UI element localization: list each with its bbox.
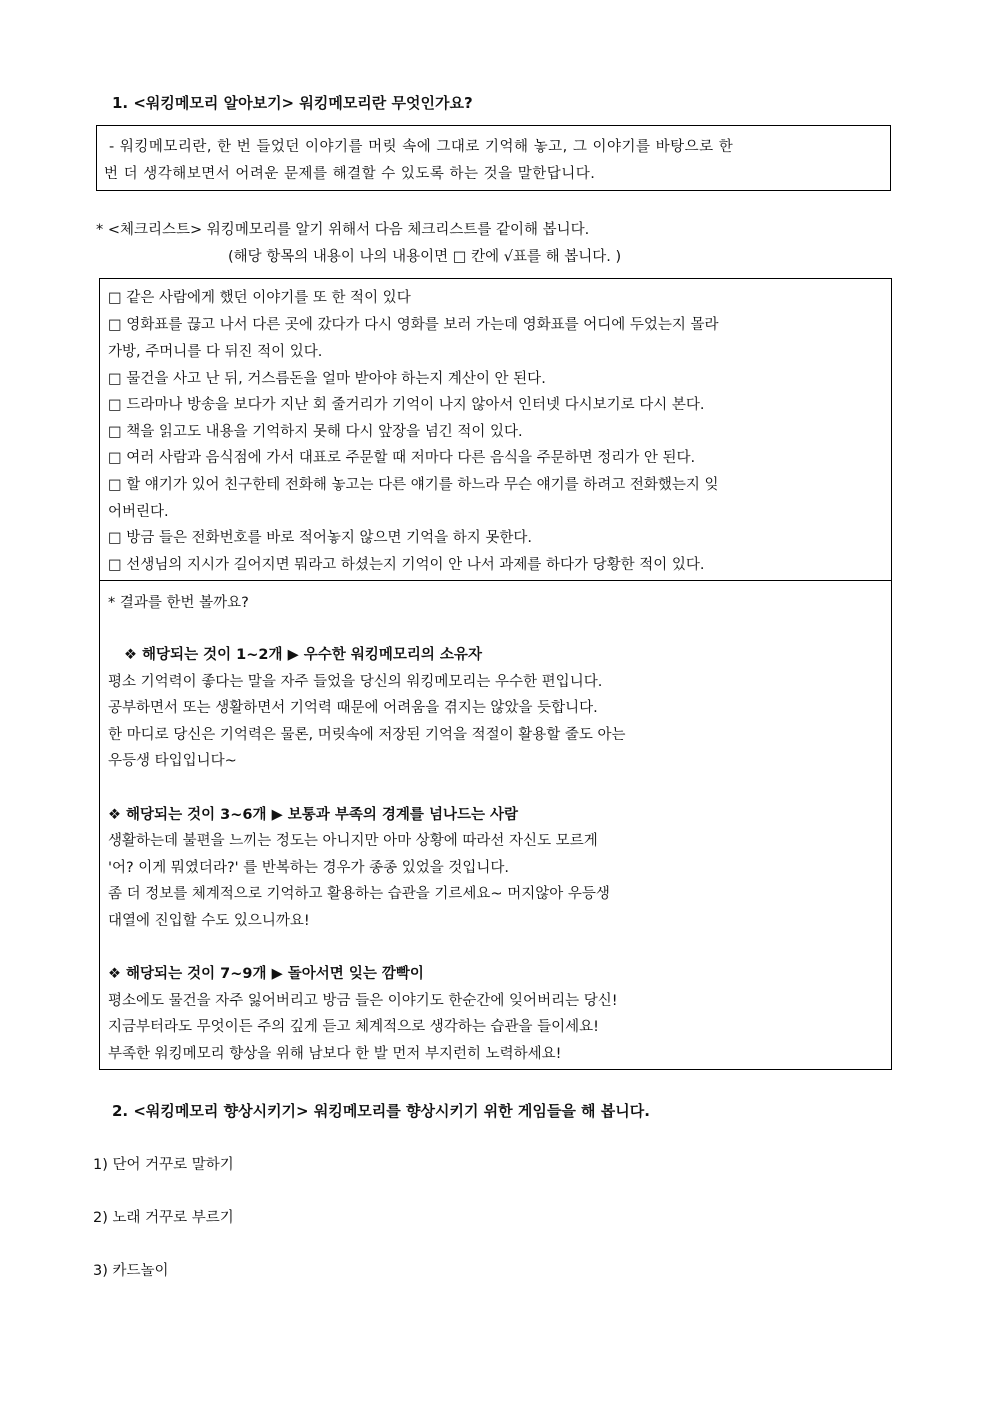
checklist-intro-line-1: * <체크리스트> 워킹메모리를 알기 위해서 다음 체크리스트를 같이해 봅니다. [96,222,590,238]
game-item: 2) 노래 거꾸로 부르기 [93,1210,234,1226]
result-group-2-heading: ❖ 해당되는 것이 3~6개 ▶ 보통과 부족의 경계를 넘나드는 사람 [108,807,519,823]
checklist-item[interactable]: □ 선생님의 지시가 길어지면 뭐라고 하셨는지 기억이 안 나서 과제를 하다가 당황한 적이 있다. [108,557,705,573]
result-group-1-line: 한 마디로 당신은 기억력은 물론, 머릿속에 저장된 기억을 적절이 활용할 줄도 아는 [108,727,626,743]
result-group-1-line: 우등생 타입입니다~ [108,753,237,769]
checklist-item[interactable]: □ 책을 읽고도 내용을 기억하지 못해 다시 앞장을 넘긴 적이 있다. [108,424,523,440]
definition-box [96,125,891,191]
result-group-3-line: 지금부터라도 무엇이든 주의 깊게 듣고 체계적으로 생각하는 습관을 들이세요! [108,1019,599,1035]
checklist-item[interactable]: □ 할 얘기가 있어 친구한테 전화해 놓고는 다른 얘기를 하느라 무슨 얘기를 하려고 전화했는지 잊 [108,477,719,493]
checklist-item-continuation: 어버린다. [108,504,169,520]
checklist-item[interactable]: □ 물건을 사고 난 뒤, 거스름돈을 얼마 받아야 하는지 계산이 안 된다. [108,371,546,387]
checklist-intro-line-2: (해당 항목의 내용이 나의 내용이면 □ 칸에 √표를 해 봅니다. ) [228,249,622,265]
result-group-2-line: 생활하는데 불편을 느끼는 정도는 아니지만 아마 상황에 따라선 자신도 모르게 [108,833,598,849]
result-group-3-line: 부족한 워킹메모리 향상을 위해 남보다 한 발 먼저 부지런히 노력하세요! [108,1046,562,1062]
section1-heading: 1. <워킹메모리 알아보기> 워킹메모리란 무엇인가요? [112,94,473,112]
definition-line-2: 번 더 생각해보면서 어려운 문제를 해결할 수 있도록 하는 것을 말한답니다. [104,166,596,182]
checklist-item[interactable]: □ 드라마나 방송을 보다가 지난 회 줄거리가 기억이 나지 않아서 인터넷 다시보기로 다시 본다. [108,397,705,413]
result-group-1-line: 공부하면서 또는 생활하면서 기억력 때문에 어려움을 겪지는 않았을 듯합니다. [108,700,598,716]
result-group-1-line: 평소 기억력이 좋다는 말을 자주 들었을 당신의 워킹메모리는 우수한 편입니다. [108,674,603,690]
result-group-2-line: '어? 이게 뭐였더라?' 를 반복하는 경우가 종종 있었을 것입니다. [108,860,510,876]
result-group-3-heading: ❖ 해당되는 것이 7~9개 ▶ 돌아서면 잊는 깜빡이 [108,966,424,982]
game-item: 1) 단어 거꾸로 말하기 [93,1157,234,1173]
checklist-item[interactable]: □ 같은 사람에게 했던 이야기를 또 한 적이 있다 [108,290,411,306]
checklist-item[interactable]: □ 영화표를 끊고 나서 다른 곳에 갔다가 다시 영화를 보러 가는데 영화표를 어디에 두었는지 몰라 [108,317,719,333]
checklist-box [99,278,892,581]
definition-line-1: - 워킹메모리란, 한 번 들었던 이야기를 머릿 속에 그대로 기억해 놓고, 그 이야기를 바탕으로 한 [109,139,734,155]
result-group-2-line: 대열에 진입할 수도 있으니까요! [108,913,310,929]
game-item: 3) 카드놀이 [93,1263,169,1279]
checklist-item[interactable]: □ 여러 사람과 음식점에 가서 대표로 주문할 때 저마다 다른 음식을 주문하면 정리가 안 된다. [108,450,696,466]
checklist-item[interactable]: □ 방금 들은 전화번호를 바로 적어놓지 않으면 기억을 하지 못한다. [108,530,532,546]
results-box [99,580,892,1070]
result-group-3-line: 평소에도 물건을 자주 잃어버리고 방금 들은 이야기도 한순간에 잊어버리는 당신! [108,993,618,1009]
checklist-item-continuation: 가방, 주머니를 다 뒤진 적이 있다. [108,344,323,360]
result-group-2-line: 좀 더 정보를 체계적으로 기억하고 활용하는 습관을 기르세요~ 머지않아 우등생 [108,886,610,902]
section2-heading: 2. <워킹메모리 향상시키기> 워킹메모리를 향상시키기 위한 게임들을 해 봅니다. [112,1102,650,1120]
results-intro: * 결과를 한번 볼까요? [108,595,249,611]
result-group-1-heading: ❖ 해당되는 것이 1~2개 ▶ 우수한 워킹메모리의 소유자 [124,647,482,663]
